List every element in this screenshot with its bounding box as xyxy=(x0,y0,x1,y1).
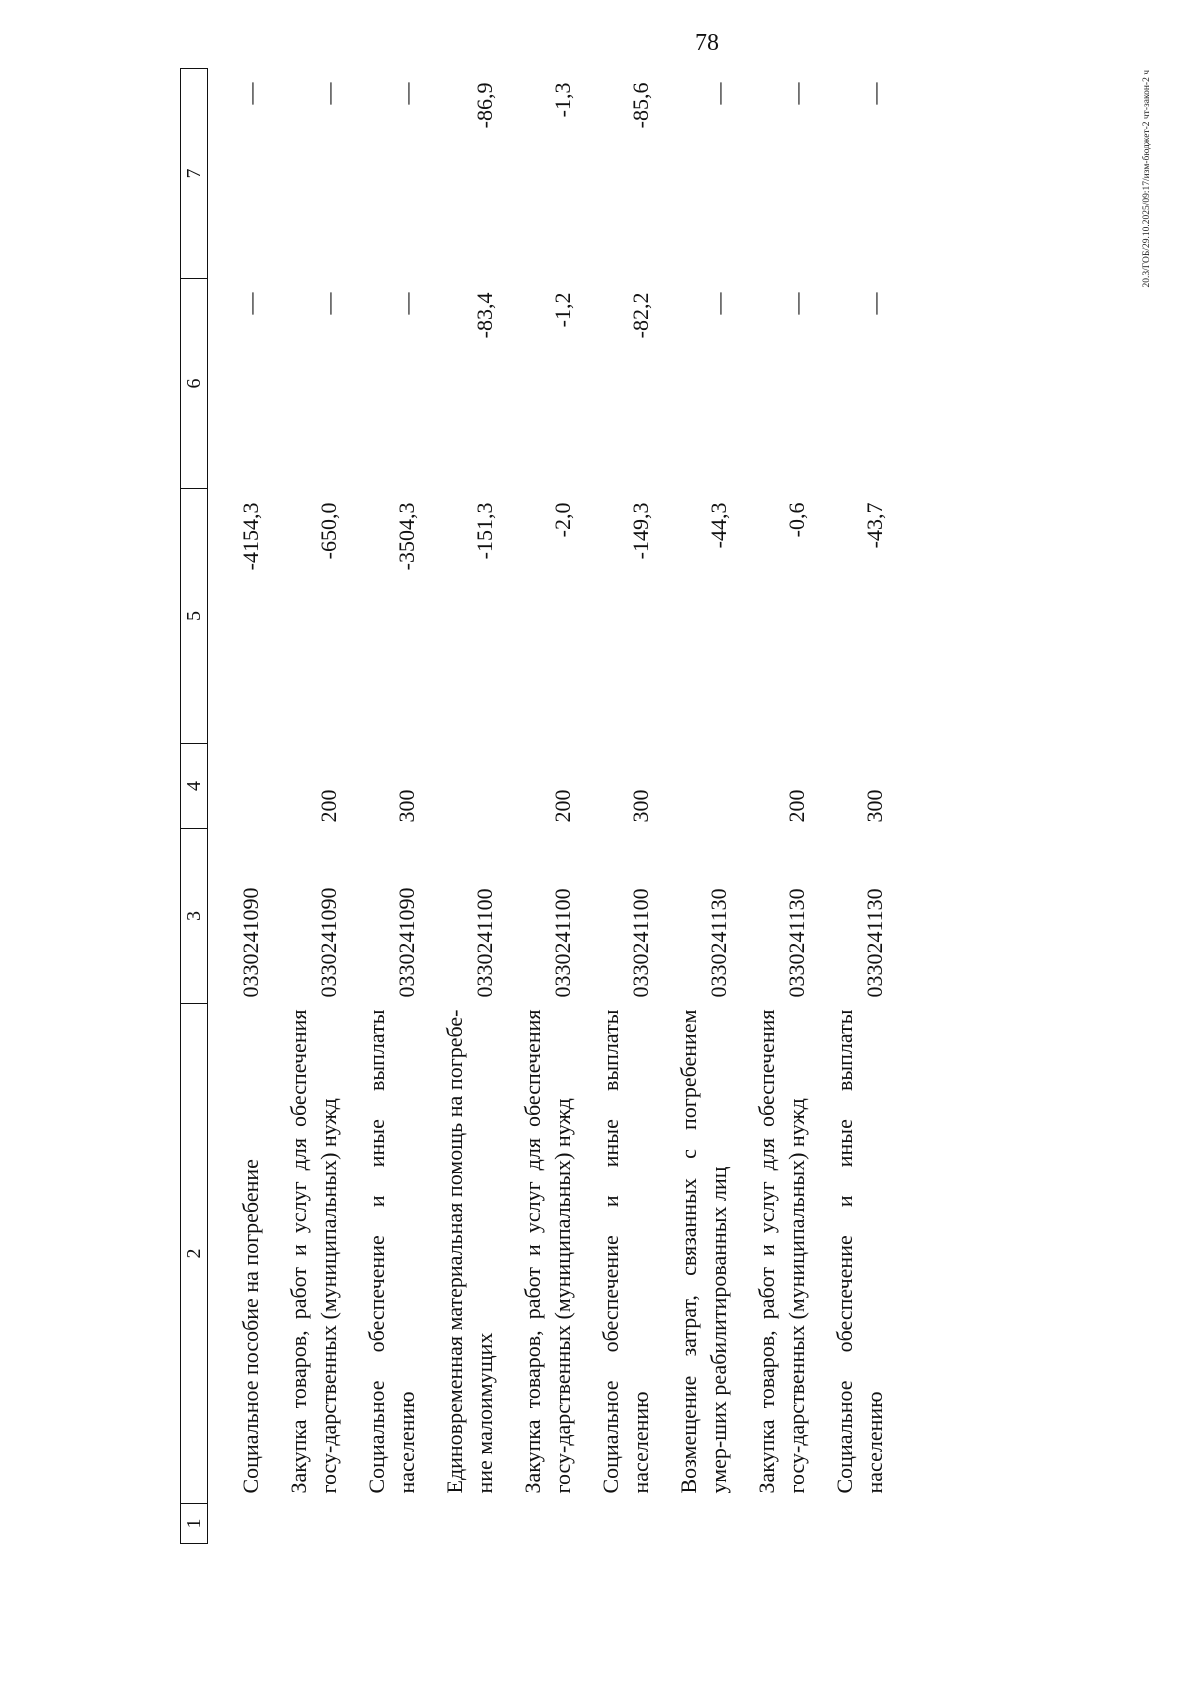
table-row xyxy=(812,69,890,1544)
document-stamp: 20.3/ГОБ/29.10.2025/09:17/изм-бюджет-2 чт-закон-2 ч xyxy=(1142,70,1152,288)
row-amount-col7: — xyxy=(315,82,341,105)
row-amount-col7: -1,3 xyxy=(549,82,575,118)
row-expense-type xyxy=(656,744,734,829)
row-description: Социальное обеспечение и иные выплаты населению xyxy=(597,1009,653,1494)
row-target-code: 0330241100 xyxy=(627,888,653,998)
page-number: 78 xyxy=(695,30,719,56)
row-target-code: 0330241130 xyxy=(783,888,809,998)
table-row xyxy=(266,69,344,1544)
row-amount-col5: -650,0 xyxy=(315,502,341,560)
row-amount-col5: -43,7 xyxy=(861,502,887,549)
row-target-code: 0330241100 xyxy=(549,888,575,998)
row-expense-type: 200 xyxy=(549,789,575,823)
row-description: Закупка товаров, работ и услуг для обеспечения госу-дарственных (муниципальных) нужд xyxy=(753,1009,809,1494)
row-expense-type: 200 xyxy=(783,789,809,823)
row-amount-col7: — xyxy=(237,82,263,105)
row-amount-col7: — xyxy=(783,82,809,105)
cell-empty xyxy=(422,1504,500,1544)
row-expense-type: 300 xyxy=(393,789,419,823)
row-expense-type: 300 xyxy=(627,789,653,823)
row-amount-col5: -0,6 xyxy=(783,502,809,538)
row-description: Закупка товаров, работ и услуг для обеспечения госу-дарственных (муниципальных) нужд xyxy=(519,1009,575,1494)
row-amount-col6: -1,2 xyxy=(549,292,575,328)
cell-empty xyxy=(500,1504,578,1544)
header-col-4: 4 xyxy=(181,744,208,829)
header-col-1: 1 xyxy=(181,1504,208,1544)
row-target-code: 0330241100 xyxy=(471,888,497,998)
table-row xyxy=(422,69,500,1544)
cell-empty xyxy=(656,1504,734,1544)
row-description: Единовременная материальная помощь на погребе-ние малоимущих xyxy=(441,1009,497,1494)
row-amount-col7: — xyxy=(393,82,419,105)
row-amount-col6: — xyxy=(705,292,731,315)
table-row xyxy=(208,69,266,1544)
cell-empty xyxy=(266,1504,344,1544)
row-amount-col5: -44,3 xyxy=(705,502,731,549)
row-amount-col6: — xyxy=(315,292,341,315)
row-amount-col6: — xyxy=(783,292,809,315)
row-expense-type xyxy=(208,744,266,829)
cell-empty xyxy=(734,1504,812,1544)
table-row xyxy=(734,69,812,1544)
rotated-table-container xyxy=(180,69,1050,1544)
row-amount-col5: -3504,3 xyxy=(393,502,419,571)
header-col-2: 2 xyxy=(181,1004,208,1504)
table-row xyxy=(656,69,734,1544)
row-target-code: 0330241090 xyxy=(237,887,263,998)
row-amount-col6: -83,4 xyxy=(471,292,497,339)
header-col-6: 6 xyxy=(181,279,208,489)
row-amount-col5: -149,3 xyxy=(627,502,653,560)
row-description: Социальное пособие на погребение xyxy=(237,1159,263,1494)
row-amount-col7: — xyxy=(705,82,731,105)
row-description: Возмещение затрат, связанных с погребением умер-ших реабилитированных лиц xyxy=(675,1009,731,1494)
row-expense-type: 300 xyxy=(861,789,887,823)
header-row xyxy=(181,69,208,1544)
row-target-code: 0330241130 xyxy=(705,888,731,998)
header-col-3: 3 xyxy=(181,829,208,1004)
row-amount-col5: -2,0 xyxy=(549,502,575,538)
row-description: Социальное обеспечение и иные выплаты населению xyxy=(363,1009,419,1494)
row-target-code: 0330241090 xyxy=(393,887,419,998)
header-col-5: 5 xyxy=(181,489,208,744)
table-row xyxy=(344,69,422,1544)
table-row xyxy=(578,69,656,1544)
row-amount-col6: — xyxy=(393,292,419,315)
table-body xyxy=(208,69,890,1544)
cell-empty xyxy=(812,1504,890,1544)
row-amount-col7: -85,6 xyxy=(627,82,653,129)
cell-empty xyxy=(578,1504,656,1544)
table-header xyxy=(181,69,208,1544)
row-expense-type xyxy=(422,744,500,829)
row-amount-col6: — xyxy=(861,292,887,315)
table-row xyxy=(500,69,578,1544)
row-target-code: 0330241090 xyxy=(315,887,341,998)
budget-table xyxy=(180,68,890,1544)
cell-empty xyxy=(344,1504,422,1544)
cell-empty xyxy=(208,1504,266,1544)
row-amount-col7: -86,9 xyxy=(471,82,497,129)
row-amount-col5: -4154,3 xyxy=(237,502,263,571)
row-amount-col7: — xyxy=(861,82,887,105)
row-amount-col6: — xyxy=(237,292,263,315)
row-description: Социальное обеспечение и иные выплаты населению xyxy=(831,1009,887,1494)
row-expense-type: 200 xyxy=(315,789,341,823)
row-amount-col5: -151,3 xyxy=(471,502,497,560)
row-amount-col6: -82,2 xyxy=(627,292,653,339)
row-target-code: 0330241130 xyxy=(861,888,887,998)
header-col-7: 7 xyxy=(181,69,208,279)
row-description: Закупка товаров, работ и услуг для обеспечения госу-дарственных (муниципальных) нужд xyxy=(285,1009,341,1494)
